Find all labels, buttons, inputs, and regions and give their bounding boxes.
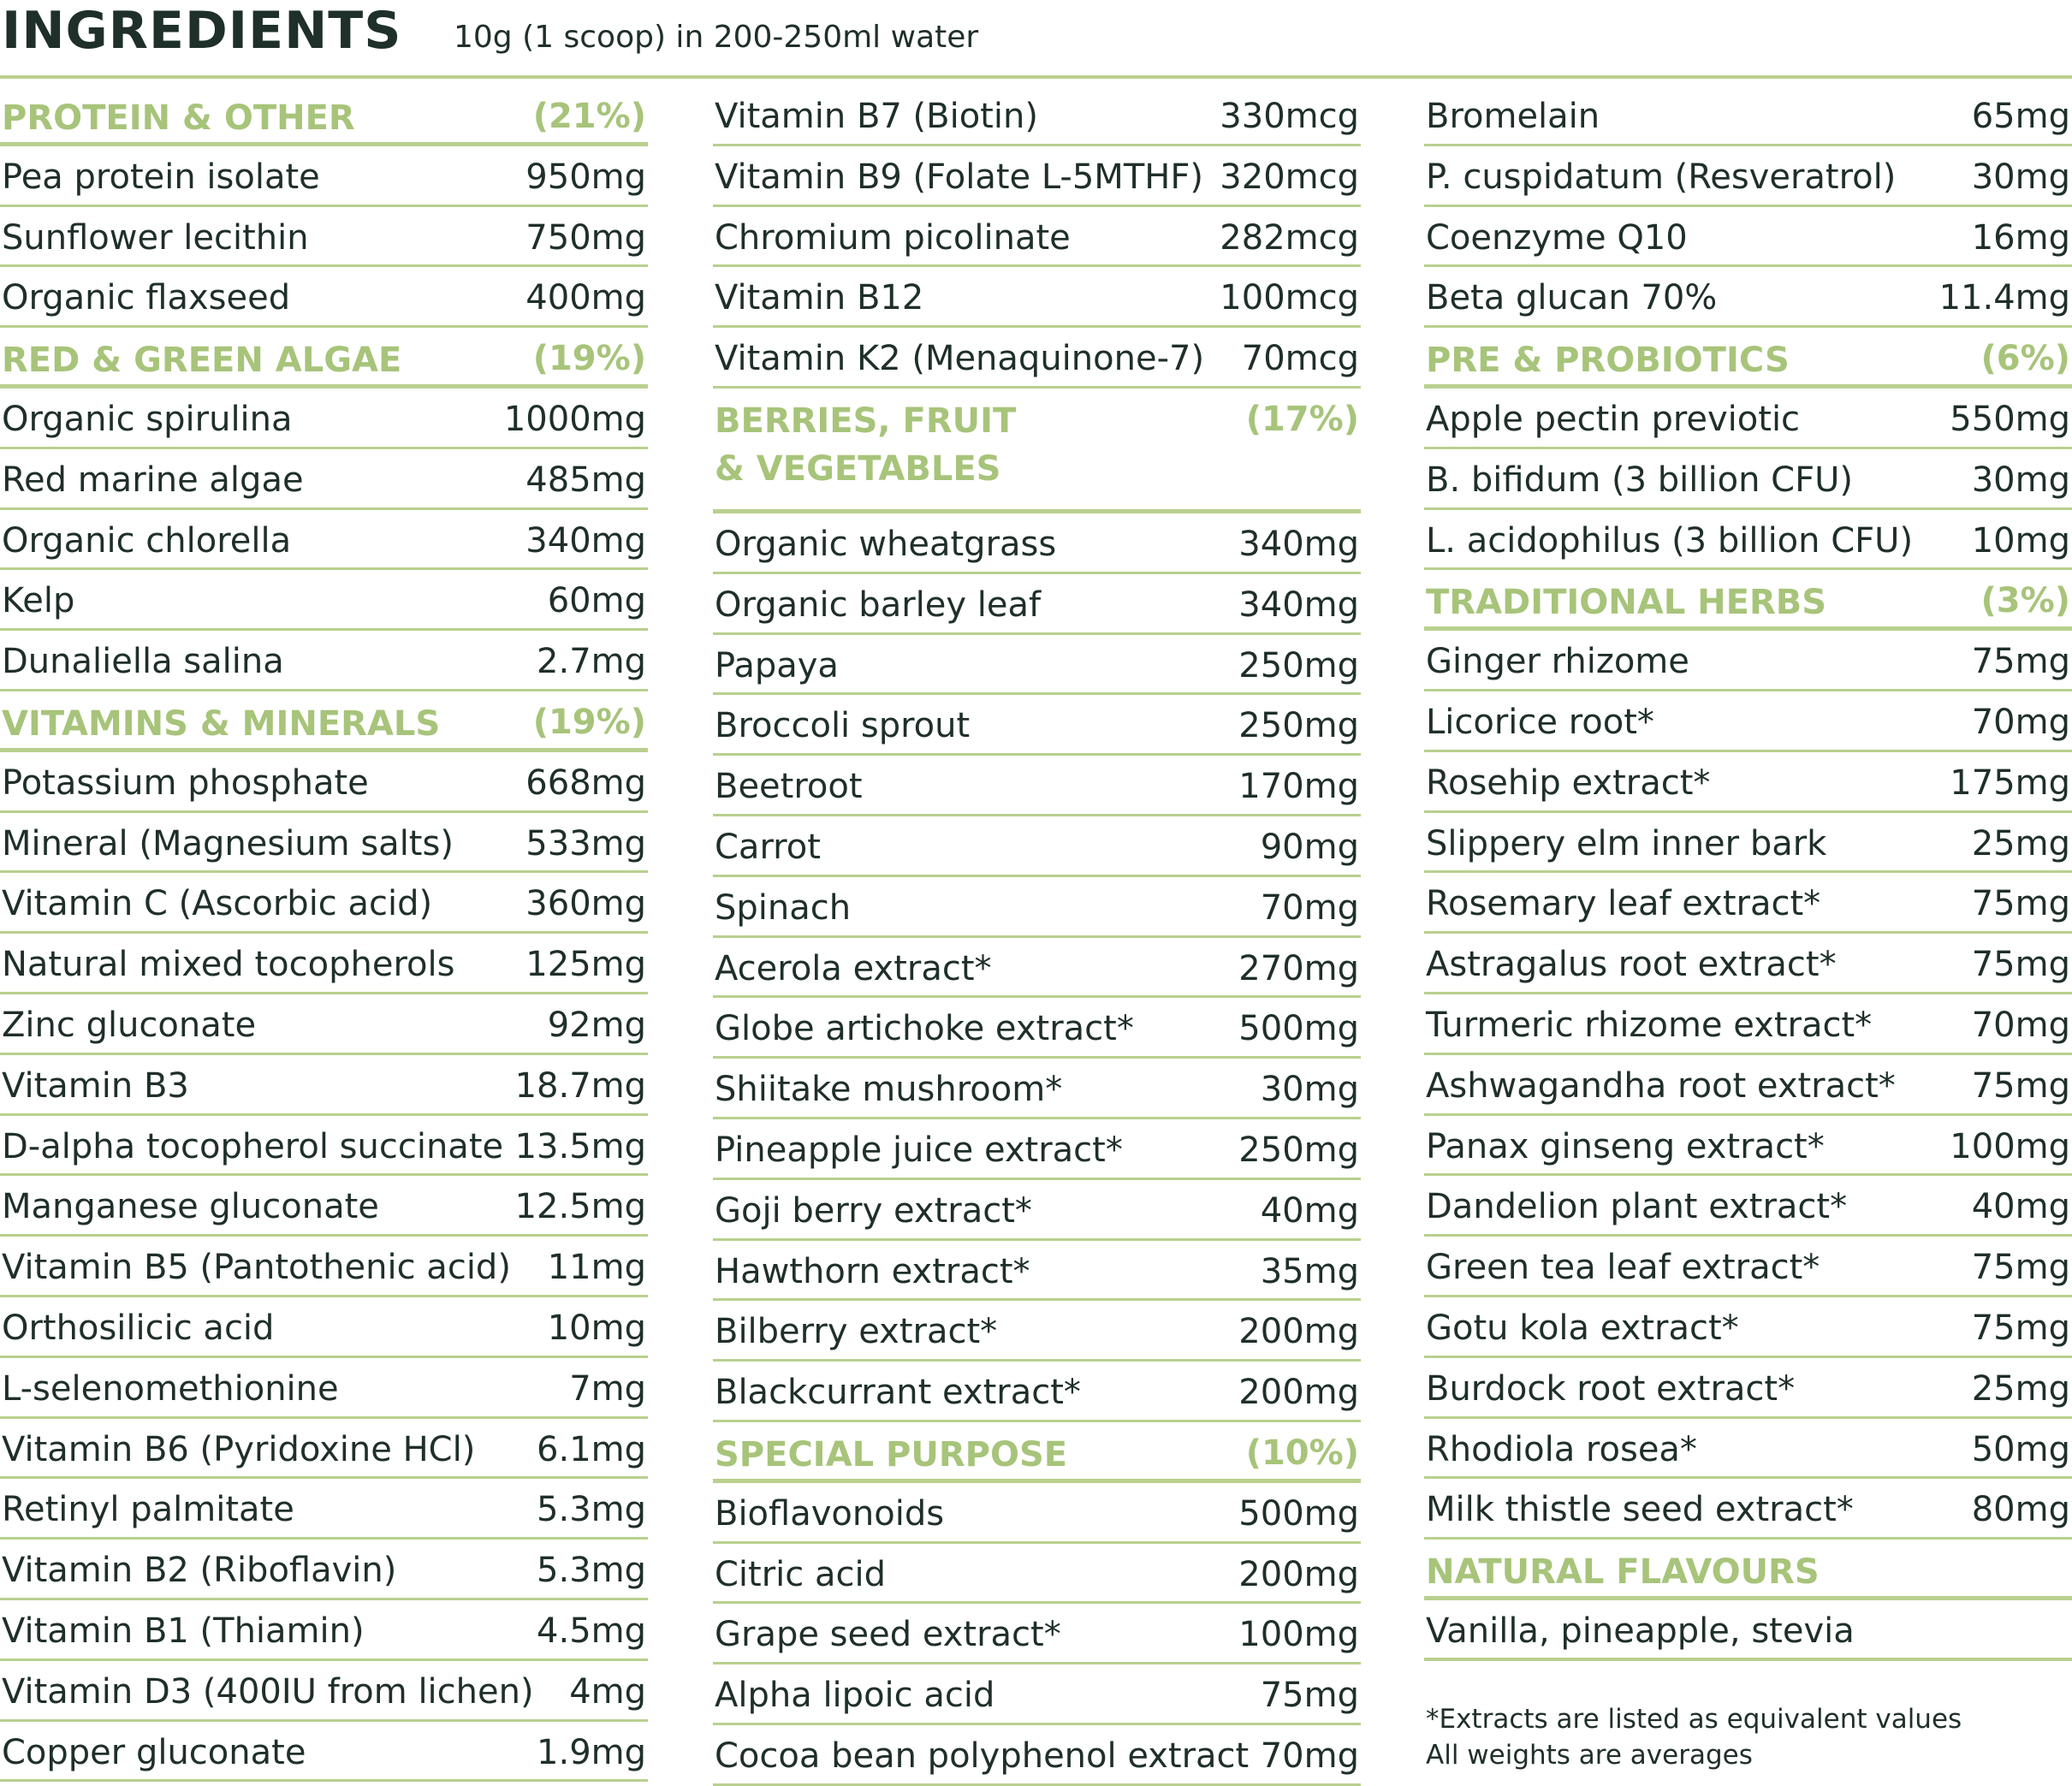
ingredient-row	[0, 813, 648, 874]
section-percent: (21%)	[532, 97, 646, 136]
ingredient-row	[0, 873, 648, 934]
ingredient-amount: 5.3mg	[537, 1551, 646, 1591]
ingredient-name: Hawthorn extract*	[715, 1251, 1030, 1291]
ingredient-amount: 30mg	[1971, 460, 2070, 500]
ingredient-amount: 340mg	[1238, 524, 1359, 564]
footnote-weights: All weights are averages	[1426, 1740, 1753, 1771]
ingredient-name: Organic barley leaf	[715, 584, 1042, 625]
ingredient-row	[0, 1116, 648, 1177]
section-title: PROTEIN & OTHER	[2, 98, 355, 138]
section-header	[0, 691, 648, 752]
ingredient-row	[0, 1600, 648, 1661]
ingredient-name: Vitamin B3	[2, 1065, 189, 1106]
ingredient-row	[713, 998, 1361, 1059]
ingredient-row	[713, 816, 1361, 877]
ingredient-name: Panax ginseng extract*	[1426, 1126, 1825, 1166]
ingredient-amount: 92mg	[547, 1005, 646, 1045]
ingredient-name: Gotu kola extract*	[1426, 1308, 1739, 1348]
ingredient-row	[713, 1483, 1361, 1544]
ingredient-row	[0, 570, 648, 631]
ingredient-name: Papaya	[715, 645, 839, 685]
ingredient-amount: 200mg	[1238, 1312, 1359, 1352]
ingredient-name: Citric acid	[715, 1554, 886, 1594]
ingredient-amount: 40mg	[1971, 1187, 2070, 1227]
ingredient-name: Carrot	[715, 827, 821, 867]
section-title: VITAMINS & MINERALS	[2, 703, 441, 744]
ingredient-name: B. bifidum (3 billion CFU)	[1426, 460, 1853, 500]
ingredient-name: Alpha lipoic acid	[715, 1676, 995, 1716]
header	[0, 0, 2072, 79]
ingredient-row	[0, 1055, 648, 1116]
ingredient-name: Beetroot	[715, 767, 863, 807]
ingredient-row	[1424, 449, 2072, 510]
ingredient-amount: 50mg	[1971, 1429, 2070, 1469]
ingredient-amount: 75mg	[1971, 1065, 2070, 1106]
ingredient-row	[713, 1301, 1361, 1362]
ingredient-amount: 70mg	[1971, 702, 2070, 742]
ingredient-row	[0, 752, 648, 813]
ingredient-name: Globe artichoke extract*	[715, 1009, 1134, 1049]
ingredient-row	[1424, 691, 2072, 752]
ingredient-row	[1424, 873, 2072, 934]
ingredient-name: Bioflavonoids	[715, 1493, 945, 1534]
ingredient-name: Blackcurrant extract*	[715, 1373, 1081, 1413]
ingredient-amount: 270mg	[1238, 948, 1359, 988]
section-title: PRE & PROBIOTICS	[1426, 341, 1790, 381]
ingredient-name: Dunaliella salina	[2, 642, 284, 682]
ingredient-row	[713, 1362, 1361, 1422]
ingredient-amount: 10mg	[547, 1308, 646, 1348]
ingredient-name: Turmeric rhizome extract*	[1426, 1005, 1873, 1045]
section-header	[713, 1422, 1361, 1483]
ingredient-amount: 35mg	[1260, 1251, 1359, 1291]
ingredient-row	[713, 695, 1361, 756]
section-percent: (19%)	[532, 702, 646, 742]
ingredient-amount: 950mg	[525, 157, 646, 197]
ingredient-name: Vitamin C (Ascorbic acid)	[2, 884, 433, 924]
section-title: RED & GREEN ALGAE	[2, 341, 402, 381]
ingredient-amount: 13.5mg	[514, 1126, 646, 1166]
ingredient-amount: 400mg	[525, 278, 646, 318]
ingredient-name: Bilberry extract*	[715, 1312, 998, 1352]
ingredient-row	[713, 938, 1361, 999]
ingredient-amount: 1.9mg	[537, 1732, 646, 1772]
ingredient-name: Cocoa bean polyphenol extract	[715, 1736, 1250, 1776]
ingredient-name: Organic flaxseed	[2, 278, 291, 318]
ingredient-name: P. cuspidatum (Resveratrol)	[1426, 157, 1897, 197]
ingredient-amount: 500mg	[1238, 1493, 1359, 1534]
ingredient-amount: 500mg	[1238, 1009, 1359, 1049]
ingredient-amount: 18.7mg	[514, 1065, 646, 1106]
ingredients-column-1	[0, 86, 648, 1782]
ingredient-row	[1424, 1297, 2072, 1358]
section-title: SPECIAL PURPOSE	[715, 1434, 1068, 1474]
ingredient-row	[1424, 1419, 2072, 1480]
ingredient-amount: 7mg	[569, 1368, 646, 1409]
ingredient-row	[713, 513, 1361, 574]
ingredient-row	[1424, 631, 2072, 691]
ingredient-amount: 40mg	[1260, 1190, 1359, 1231]
ingredient-amount: 175mg	[1950, 762, 2070, 803]
ingredient-amount: 4mg	[569, 1671, 646, 1712]
ingredient-amount: 200mg	[1238, 1554, 1359, 1594]
ingredient-name: Copper gluconate	[2, 1732, 306, 1772]
ingredient-row	[1424, 934, 2072, 994]
ingredient-row	[0, 389, 648, 449]
ingredient-row	[713, 1544, 1361, 1605]
ingredient-name: Burdock root extract*	[1426, 1368, 1796, 1409]
ingredient-name: Goji berry extract*	[715, 1190, 1032, 1231]
ingredient-row	[1424, 267, 2072, 328]
ingredient-amount: 4.5mg	[537, 1611, 646, 1651]
ingredient-amount: 75mg	[1971, 642, 2070, 682]
ingredient-amount: 75mg	[1971, 945, 2070, 985]
ingredient-name: Rosehip extract*	[1426, 762, 1711, 803]
ingredient-row	[713, 1664, 1361, 1725]
section-header	[0, 328, 648, 389]
ingredient-row	[0, 1419, 648, 1480]
ingredient-amount: 65mg	[1971, 97, 2070, 136]
ingredient-name: Retinyl palmitate	[2, 1490, 294, 1530]
ingredient-amount: 80mg	[1971, 1490, 2070, 1530]
ingredient-row	[1424, 207, 2072, 268]
ingredient-name: Vanilla, pineapple, stevia	[1426, 1611, 1855, 1651]
ingredient-row	[0, 267, 648, 328]
ingredient-amount: 70mg	[1260, 887, 1359, 928]
ingredient-amount: 250mg	[1238, 706, 1359, 746]
ingredient-amount: 1000mg	[503, 399, 646, 439]
ingredient-name: Spinach	[715, 887, 852, 928]
ingredient-amount: 11mg	[547, 1248, 646, 1288]
section-percent: (3%)	[1980, 581, 2070, 621]
ingredient-amount: 70mg	[1260, 1736, 1359, 1776]
ingredient-name: L. acidophilus (3 billion CFU)	[1426, 520, 1914, 561]
section-header	[1424, 328, 2072, 389]
ingredient-name: Broccoli sprout	[715, 706, 971, 746]
ingredient-row	[713, 1119, 1361, 1180]
ingredient-row	[0, 934, 648, 994]
ingredient-amount: 282mcg	[1220, 217, 1359, 258]
ingredient-name: Shiitake mushroom*	[715, 1070, 1063, 1110]
ingredient-row	[0, 449, 648, 510]
section-title: TRADITIONAL HERBS	[1426, 583, 1827, 623]
ingredient-row	[713, 1241, 1361, 1302]
ingredients-column-3	[1424, 86, 2072, 1661]
ingredient-amount: 11.4mg	[1938, 278, 2070, 318]
ingredient-name: Vitamin B6 (Pyridoxine HCl)	[2, 1429, 476, 1469]
ingredient-name: Milk thistle seed extract*	[1426, 1490, 1854, 1530]
ingredient-amount: 6.1mg	[537, 1429, 646, 1469]
ingredient-amount: 340mg	[525, 520, 646, 561]
ingredient-row	[0, 1540, 648, 1600]
ingredient-row	[713, 1059, 1361, 1119]
ingredient-row	[0, 1358, 648, 1419]
ingredient-amount: 75mg	[1971, 1248, 2070, 1288]
ingredient-name: Vitamin D3 (400IU from lichen)	[2, 1671, 534, 1712]
ingredient-amount: 12.5mg	[514, 1187, 646, 1227]
ingredient-amount: 75mg	[1260, 1676, 1359, 1716]
ingredient-name: Red marine algae	[2, 460, 304, 500]
ingredient-amount: 170mg	[1238, 767, 1359, 807]
ingredient-row	[1424, 1358, 2072, 1419]
ingredient-amount: 75mg	[1971, 1308, 2070, 1348]
ingredient-name: Vitamin B7 (Biotin)	[715, 97, 1038, 136]
ingredient-amount: 360mg	[525, 884, 646, 924]
ingredient-amount: 100mg	[1238, 1615, 1359, 1655]
ingredient-amount: 90mg	[1260, 827, 1359, 867]
ingredient-amount: 250mg	[1238, 645, 1359, 685]
ingredient-name: Organic wheatgrass	[715, 524, 1057, 564]
ingredient-name: Bromelain	[1426, 97, 1600, 136]
ingredient-amount: 320mcg	[1220, 157, 1359, 197]
ingredient-name: Rosemary leaf extract*	[1426, 884, 1821, 924]
ingredient-amount: 533mg	[525, 823, 646, 863]
ingredient-amount: 550mg	[1950, 399, 2070, 439]
ingredient-name: Manganese gluconate	[2, 1187, 379, 1227]
ingredient-row	[0, 994, 648, 1055]
ingredient-row	[0, 146, 648, 207]
ingredient-amount: 16mg	[1971, 217, 2070, 258]
ingredient-name: Vitamin B9 (Folate L-5MTHF)	[715, 157, 1203, 197]
ingredient-name: Kelp	[2, 581, 75, 621]
ingredient-name: Licorice root*	[1426, 702, 1654, 742]
ingredient-name: Ginger rhizome	[1426, 642, 1689, 682]
ingredient-row	[713, 1725, 1361, 1786]
ingredient-row	[0, 1176, 648, 1237]
ingredient-amount: 2.7mg	[537, 642, 646, 682]
ingredient-row	[1424, 1055, 2072, 1116]
ingredient-name: Apple pectin previotic	[1426, 399, 1801, 439]
ingredient-row	[1424, 813, 2072, 874]
ingredient-row	[713, 86, 1361, 146]
section-title: BERRIES, FRUIT & VEGETABLES	[715, 401, 1017, 489]
ingredient-name: Rhodiola rosea*	[1426, 1429, 1697, 1469]
ingredient-name: Acerola extract*	[715, 948, 992, 988]
ingredient-name: Chromium picolinate	[715, 217, 1071, 258]
footnote	[1426, 1701, 1962, 1773]
section-header	[0, 86, 648, 146]
page-title: INGREDIENTS	[2, 1, 402, 61]
ingredient-amount: 10mg	[1971, 520, 2070, 561]
ingredient-name: D-alpha tocopherol succinate	[2, 1126, 504, 1166]
ingredient-amount: 200mg	[1238, 1373, 1359, 1413]
ingredient-name: Vitamin K2 (Menaquinone-7)	[715, 339, 1205, 379]
section-header	[1424, 570, 2072, 631]
ingredient-row	[1424, 86, 2072, 146]
ingredient-row	[713, 574, 1361, 635]
ingredient-name: Slippery elm inner bark	[1426, 823, 1827, 863]
ingredient-name: Orthosilicic acid	[2, 1308, 275, 1348]
ingredient-name: Organic chlorella	[2, 520, 292, 561]
ingredient-name: Beta glucan 70%	[1426, 278, 1718, 318]
ingredient-name: Vitamin B1 (Thiamin)	[2, 1611, 365, 1651]
ingredient-amount: 30mg	[1971, 157, 2070, 197]
ingredient-amount: 485mg	[525, 460, 646, 500]
ingredient-row	[0, 631, 648, 691]
ingredient-amount: 30mg	[1260, 1070, 1359, 1110]
section-percent: (10%)	[1245, 1433, 1359, 1473]
ingredient-amount: 25mg	[1971, 823, 2070, 863]
ingredient-row	[713, 635, 1361, 696]
ingredient-name: Potassium phosphate	[2, 762, 369, 803]
ingredient-amount: 330mcg	[1220, 97, 1359, 136]
ingredient-row	[1424, 1600, 2072, 1661]
ingredient-row	[0, 510, 648, 571]
ingredient-amount: 668mg	[525, 762, 646, 803]
ingredient-name: Vitamin B12	[715, 278, 924, 318]
ingredient-name: Pea protein isolate	[2, 157, 320, 197]
section-percent: (19%)	[532, 339, 646, 379]
ingredient-row	[0, 1237, 648, 1297]
section-percent: (17%)	[1245, 399, 1359, 439]
ingredient-amount: 750mg	[525, 217, 646, 258]
serving-size: 10g (1 scoop) in 200-250ml water	[454, 20, 979, 55]
ingredient-row	[1424, 510, 2072, 571]
ingredient-amount: 5.3mg	[537, 1490, 646, 1530]
ingredient-amount: 70mcg	[1241, 339, 1359, 379]
ingredient-name: Sunflower lecithin	[2, 217, 309, 258]
ingredient-row	[0, 207, 648, 268]
ingredient-amount: 125mg	[525, 945, 646, 985]
ingredient-row	[713, 267, 1361, 328]
section-header	[713, 389, 1361, 513]
ingredient-name: Ashwagandha root extract*	[1426, 1065, 1896, 1106]
ingredient-row	[713, 328, 1361, 389]
ingredient-row	[1424, 146, 2072, 207]
footnote-extracts: *Extracts are listed as equivalent values	[1426, 1704, 1962, 1735]
ingredient-amount: 100mcg	[1220, 278, 1359, 318]
ingredient-name: Pineapple juice extract*	[715, 1130, 1123, 1170]
ingredient-row	[1424, 389, 2072, 449]
ingredient-row	[713, 207, 1361, 268]
ingredient-row	[0, 1661, 648, 1722]
ingredient-name: Coenzyme Q10	[1426, 217, 1688, 258]
ingredient-row	[1424, 752, 2072, 813]
ingredient-row	[1424, 1116, 2072, 1177]
ingredient-name: Mineral (Magnesium salts)	[2, 823, 454, 863]
ingredient-amount: 250mg	[1238, 1130, 1359, 1170]
ingredient-row	[1424, 1479, 2072, 1540]
ingredient-row	[1424, 1237, 2072, 1297]
ingredient-amount: 340mg	[1238, 584, 1359, 625]
ingredient-row	[0, 1722, 648, 1783]
ingredient-name: Astragalus root extract*	[1426, 945, 1837, 985]
section-percent: (6%)	[1980, 339, 2070, 379]
ingredient-amount: 75mg	[1971, 884, 2070, 924]
ingredient-row	[0, 1297, 648, 1358]
ingredient-name: Zinc gluconate	[2, 1005, 257, 1045]
ingredients-column-2	[713, 86, 1361, 1786]
ingredient-row	[1424, 1176, 2072, 1237]
ingredient-amount: 70mg	[1971, 1005, 2070, 1045]
ingredient-row	[1424, 994, 2072, 1055]
ingredient-row	[713, 1180, 1361, 1241]
section-header	[1424, 1540, 2072, 1600]
ingredient-row	[0, 1479, 648, 1540]
ingredient-name: L-selenomethionine	[2, 1368, 339, 1409]
ingredient-name: Natural mixed tocopherols	[2, 945, 455, 985]
ingredient-row	[713, 877, 1361, 938]
ingredient-row	[713, 756, 1361, 816]
ingredient-amount: 100mg	[1950, 1126, 2070, 1166]
ingredient-name: Grape seed extract*	[715, 1615, 1061, 1655]
ingredient-name: Organic spirulina	[2, 399, 293, 439]
ingredient-name: Green tea leaf extract*	[1426, 1248, 1820, 1288]
ingredient-name: Vitamin B5 (Pantothenic acid)	[2, 1248, 511, 1288]
ingredient-name: Vitamin B2 (Riboflavin)	[2, 1551, 397, 1591]
ingredient-name: Dandelion plant extract*	[1426, 1187, 1848, 1227]
ingredient-row	[713, 146, 1361, 207]
section-title: NATURAL FLAVOURS	[1426, 1552, 1820, 1593]
ingredient-amount: 60mg	[547, 581, 646, 621]
ingredient-row	[713, 1604, 1361, 1664]
ingredient-amount: 25mg	[1971, 1368, 2070, 1409]
